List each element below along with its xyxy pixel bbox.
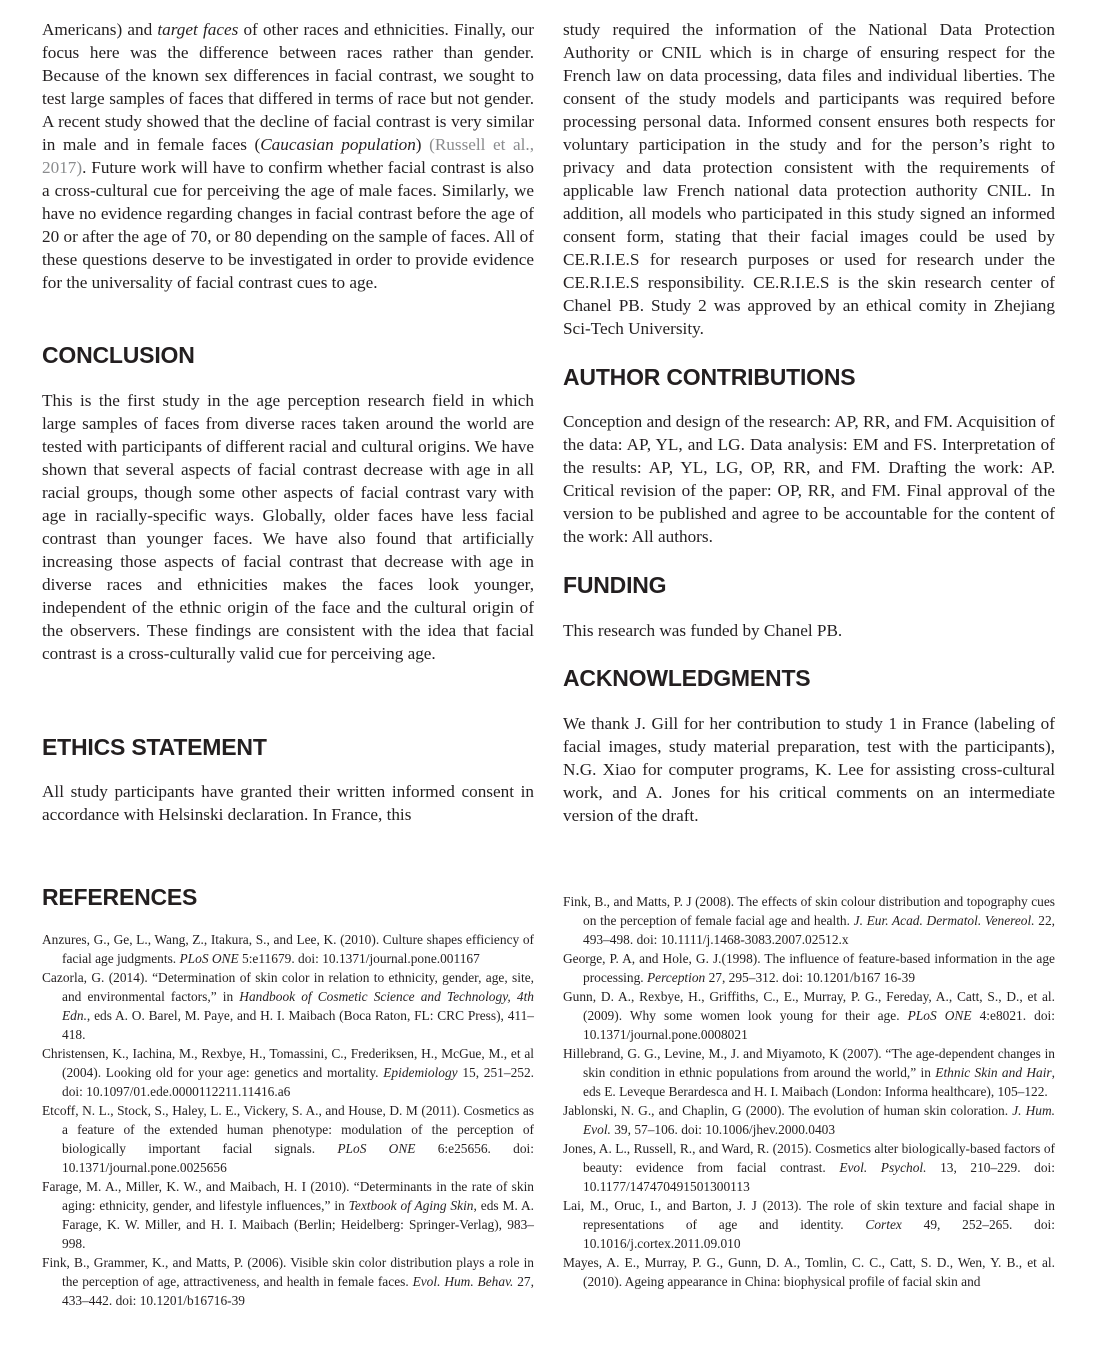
reference-details: 4:e8021. doi: 10.1371/journal.pone.0008021 xyxy=(583,1008,1055,1042)
acknowledgments-heading: ACKNOWLEDGMENTS xyxy=(563,665,811,691)
conclusion-text: This is the first study in the age perception research field in which large samples of faces from diverse races taken around the world are tested with participants of different racial and cultural origins. We have shown that several aspects of facial contrast decrease with age in all racial groups, though some other aspects of facial contrast vary with age in racially-specific ways. Globally, older faces have less facial contrast than younger faces. We have also found that artificially increasing those aspects of facial contrast that decrease with age in diverse races and ethnicities makes the faces look younger, independent of the ethnic origin of the face and the cultural origin of the observers. These findings are consistent with the idea that facial contrast is a cross-culturally valid cue for perceiving age. xyxy=(42,391,534,663)
reference-details: , eds A. O. Barel, M. Paye, and H. I. Maibach (Boca Raton, FL: CRC Press), 411–418. xyxy=(62,1008,534,1042)
right-column xyxy=(563,18,1055,340)
reference-journal: Textbook of Aging Skin xyxy=(348,1198,474,1213)
reference-entry xyxy=(42,1177,534,1253)
reference-entry xyxy=(563,1101,1055,1139)
reference-text: Jones, A. L., Russell, R., and Ward, R. (2015). Cosmetics alter biologically-based factors of beauty: evidence from facial contrast. xyxy=(563,1141,1055,1175)
author-contributions-body xyxy=(563,410,1055,548)
reference-entry xyxy=(563,1253,1055,1291)
acknowledgments-section xyxy=(563,665,1055,692)
reference-details: 49, 252–265. doi: 10.1016/j.cortex.2011.09.010 xyxy=(583,1217,1055,1251)
reference-entry xyxy=(563,892,1055,949)
author-contributions-text: Conception and design of the research: AP, RR, and FM. Acquisition of the data: AP, YL, and LG. Data analysis: EM and FS. Interpretation of the results: AP, YL, LG, OP, RR, and FM. Drafting the work: AP. Critical revision of the paper: OP, RR, and FM. Final approval of the version to be published and agree to be accountable for the content of the work: All authors. xyxy=(563,412,1055,546)
italic-term: target faces xyxy=(157,20,239,39)
text-span: Americans) and xyxy=(42,20,158,39)
ethics-text: All study participants have granted their written informed consent in accordance with Helsinski declaration. In France, this xyxy=(42,782,534,824)
reference-entry xyxy=(563,1139,1055,1196)
reference-text: Lai, M., Oruc, I., and Barton, J. J (2013). The role of skin texture and facial shape in representations of age and identity. xyxy=(563,1198,1055,1232)
reference-details: 5:e11679. doi: 10.1371/journal.pone.001167 xyxy=(238,951,480,966)
reference-journal: PLoS ONE xyxy=(179,951,239,966)
reference-journal: PLoS ONE xyxy=(907,1008,972,1023)
reference-details: 39, 57–106. doi: 10.1006/jhev.2000.0403 xyxy=(610,1122,836,1137)
reference-journal: J. Eur. Acad. Dermatol. Venereol. xyxy=(853,913,1035,928)
conclusion-heading: CONCLUSION xyxy=(42,342,195,368)
reference-text: Christensen, K., Iachina, M., Rexbye, H., Tomassini, C., Frederiksen, H., McGue, M., et al (2004). Looking old for your age: genetics and mortality. xyxy=(42,1046,534,1080)
funding-text: This research was funded by Chanel PB. xyxy=(563,621,843,640)
reference-text: Cazorla, G. (2014). “Determination of skin color in relation to ethnicity, gender, age, site, and environmental factors,” in xyxy=(42,970,534,1004)
reference-journal: J. Hum. Evol. xyxy=(583,1103,1055,1137)
ethics-section xyxy=(42,734,534,761)
references-section xyxy=(42,884,534,911)
intro-paragraph xyxy=(42,18,534,294)
reference-entry xyxy=(42,968,534,1044)
reference-entry xyxy=(42,1101,534,1177)
reference-journal: Epidemiology xyxy=(383,1065,458,1080)
conclusion-body xyxy=(42,389,534,665)
reference-entry xyxy=(563,1044,1055,1101)
reference-details: 6:e25656. doi: 10.1371/journal.pone.0025656 xyxy=(62,1141,534,1175)
references-list-left xyxy=(42,930,534,1310)
reference-entry xyxy=(563,987,1055,1044)
acknowledgments-body xyxy=(563,712,1055,827)
reference-entry xyxy=(42,1044,534,1101)
reference-text: Hillebrand, G. G., Levine, M., J. and Miyamoto, K (2007). “The age-dependent changes in skin condition in ethnic populations from around the world,” in xyxy=(563,1046,1055,1080)
reference-journal: Ethnic Skin and Hair xyxy=(935,1065,1052,1080)
reference-entry xyxy=(42,930,534,968)
ethics-body xyxy=(42,780,534,826)
text-span: ) xyxy=(415,135,430,154)
reference-text: Fink, B., and Matts, P. J (2008). The effects of skin colour distribution and topography cues on the perception of female facial age and health. xyxy=(563,894,1055,928)
reference-journal: PLoS ONE xyxy=(337,1141,416,1156)
funding-body xyxy=(563,619,1055,642)
reference-text: Anzures, G., Ge, L., Wang, Z., Itakura, S., and Lee, K. (2010). Culture shapes efficiency of facial age judgments. xyxy=(42,932,534,966)
reference-journal: Perception xyxy=(646,970,706,985)
funding-heading: FUNDING xyxy=(563,572,667,598)
left-column xyxy=(42,18,534,294)
reference-details: 27, 433–442. doi: 10.1201/b16716-39 xyxy=(62,1274,534,1308)
reference-details: 27, 295–312. doi: 10.1201/b167 16-39 xyxy=(705,970,916,985)
reference-details: 15, 251–252. doi: 10.1097/01.ede.0000112211.11416.a6 xyxy=(62,1065,534,1099)
author-contributions-section xyxy=(563,364,1055,391)
text-span: of other races and ethnicities. Finally, our focus here was the difference between races rather than gender. Because of the known sex differences in facial contrast, we sought to test large samples of faces that differed in terms of race but not gender. A recent study showed that the decline of facial contrast is very similar in male and in female faces ( xyxy=(42,20,535,154)
reference-details: 13, 210–229. doi: 10.1177/147470491501300113 xyxy=(583,1160,1055,1194)
ethics-heading: ETHICS STATEMENT xyxy=(42,734,267,760)
author-contributions-heading: AUTHOR CONTRIBUTIONS xyxy=(563,364,856,390)
ethics-continued-text: study required the information of the National Data Protection Authority or CNIL which is in charge of ensuring respect for the French law on data processing, data files and individual liberties. The consent of the study models and participants was required before processing personal data. Informed consent ensures both respects for voluntary participation in the study and for the person’s right to privacy and data protection consistent with the requirements of applicable law French national data protection authority CNIL. In addition, all models who participated in this study signed an informed consent form, stating that their facial images could be used by CE.R.I.E.S for research purposes or used for research under the CE.R.I.E.S responsibility. CE.R.I.E.S is the skin research center of Chanel PB. Study 2 was approved by an ethical comity in Zhejiang Sci-Tech University. xyxy=(563,20,1055,338)
reference-details: , eds M. A. Farage, K. W. Miller, and H. I. Maibach (Berlin; Heidelberg: Springer-Verlag), 983–998. xyxy=(62,1198,534,1251)
reference-entry xyxy=(42,1253,534,1310)
conclusion-section xyxy=(42,342,534,369)
reference-text: Farage, M. A., Miller, K. W., and Maibach, H. I (2010). “Determinants in the rate of skin aging: ethnicity, gender, and lifestyle influences,” in xyxy=(42,1179,534,1213)
reference-text: Mayes, A. E., Murray, P. G., Gunn, D. A., Tomlin, C. C., Catt, S. D., Wen, Y. B., et al. (2010). Ageing appearance in China: biophysical profile of facial skin and xyxy=(563,1255,1055,1289)
reference-text: Fink, B., Grammer, K., and Matts, P. (2006). Visible skin color distribution plays a role in the perception of age, attractiveness, and health in female faces. xyxy=(42,1255,534,1289)
funding-section xyxy=(563,572,1055,599)
reference-journal: Evol. Hum. Behav. xyxy=(412,1274,514,1289)
reference-details: , eds E. Leveque Berardesca and H. I. Maibach (London: Informa healthcare), 105–122. xyxy=(583,1065,1055,1099)
reference-text: Etcoff, N. L., Stock, S., Haley, L. E., Vickery, S. A., and House, D. M (2011). Cosmetics as a feature of the extended human phenotype: modulation of the perception of biologically important facial signals. xyxy=(42,1103,534,1156)
reference-journal: Cortex xyxy=(865,1217,902,1232)
reference-details: 22, 493–498. doi: 10.1111/j.1468-3083.2007.02512.x xyxy=(583,913,1055,947)
reference-text: George, P. A, and Hole, G. J.(1998). The influence of feature-based information in the age processing. xyxy=(563,951,1055,985)
citation-link-russell-2017[interactable]: (Russell et al., 2017) xyxy=(42,135,535,177)
italic-term: Caucasian population xyxy=(260,135,416,154)
reference-text: Gunn, D. A., Rexbye, H., Griffiths, C., E., Murray, P. G., Fereday, A., Catt, S., D., et al. (2009). Why some women look young for their age. xyxy=(563,989,1055,1023)
references-list-right xyxy=(563,892,1055,1291)
acknowledgments-text: We thank J. Gill for her contribution to study 1 in France (labeling of facial images, study material preparation, test with the participants), N.G. Xiao for computer programs, K. Lee for assisting cross-cultural work, and A. Jones for his critical comments on an intermediate version of the draft. xyxy=(563,714,1055,825)
text-span: . Future work will have to confirm whether facial contrast is also a cross-cultural cue for perceiving the age of male faces. Similarly, we have no evidence regarding changes in facial contrast before the age of 20 or after the age of 70, or 80 depending on the sample of faces. All of these questions deserve to be investigated in order to provide evidence for the universality of facial contrast cues to age. xyxy=(42,158,534,292)
references-heading: REFERENCES xyxy=(42,884,198,910)
reference-entry xyxy=(563,949,1055,987)
reference-text: Jablonski, N. G., and Chaplin, G (2000). The evolution of human skin coloration. xyxy=(563,1103,1013,1118)
reference-journal: Handbook of Cosmetic Science and Technology, 4th Edn. xyxy=(62,989,534,1023)
reference-journal: Evol. Psychol. xyxy=(839,1160,927,1175)
reference-entry xyxy=(563,1196,1055,1253)
